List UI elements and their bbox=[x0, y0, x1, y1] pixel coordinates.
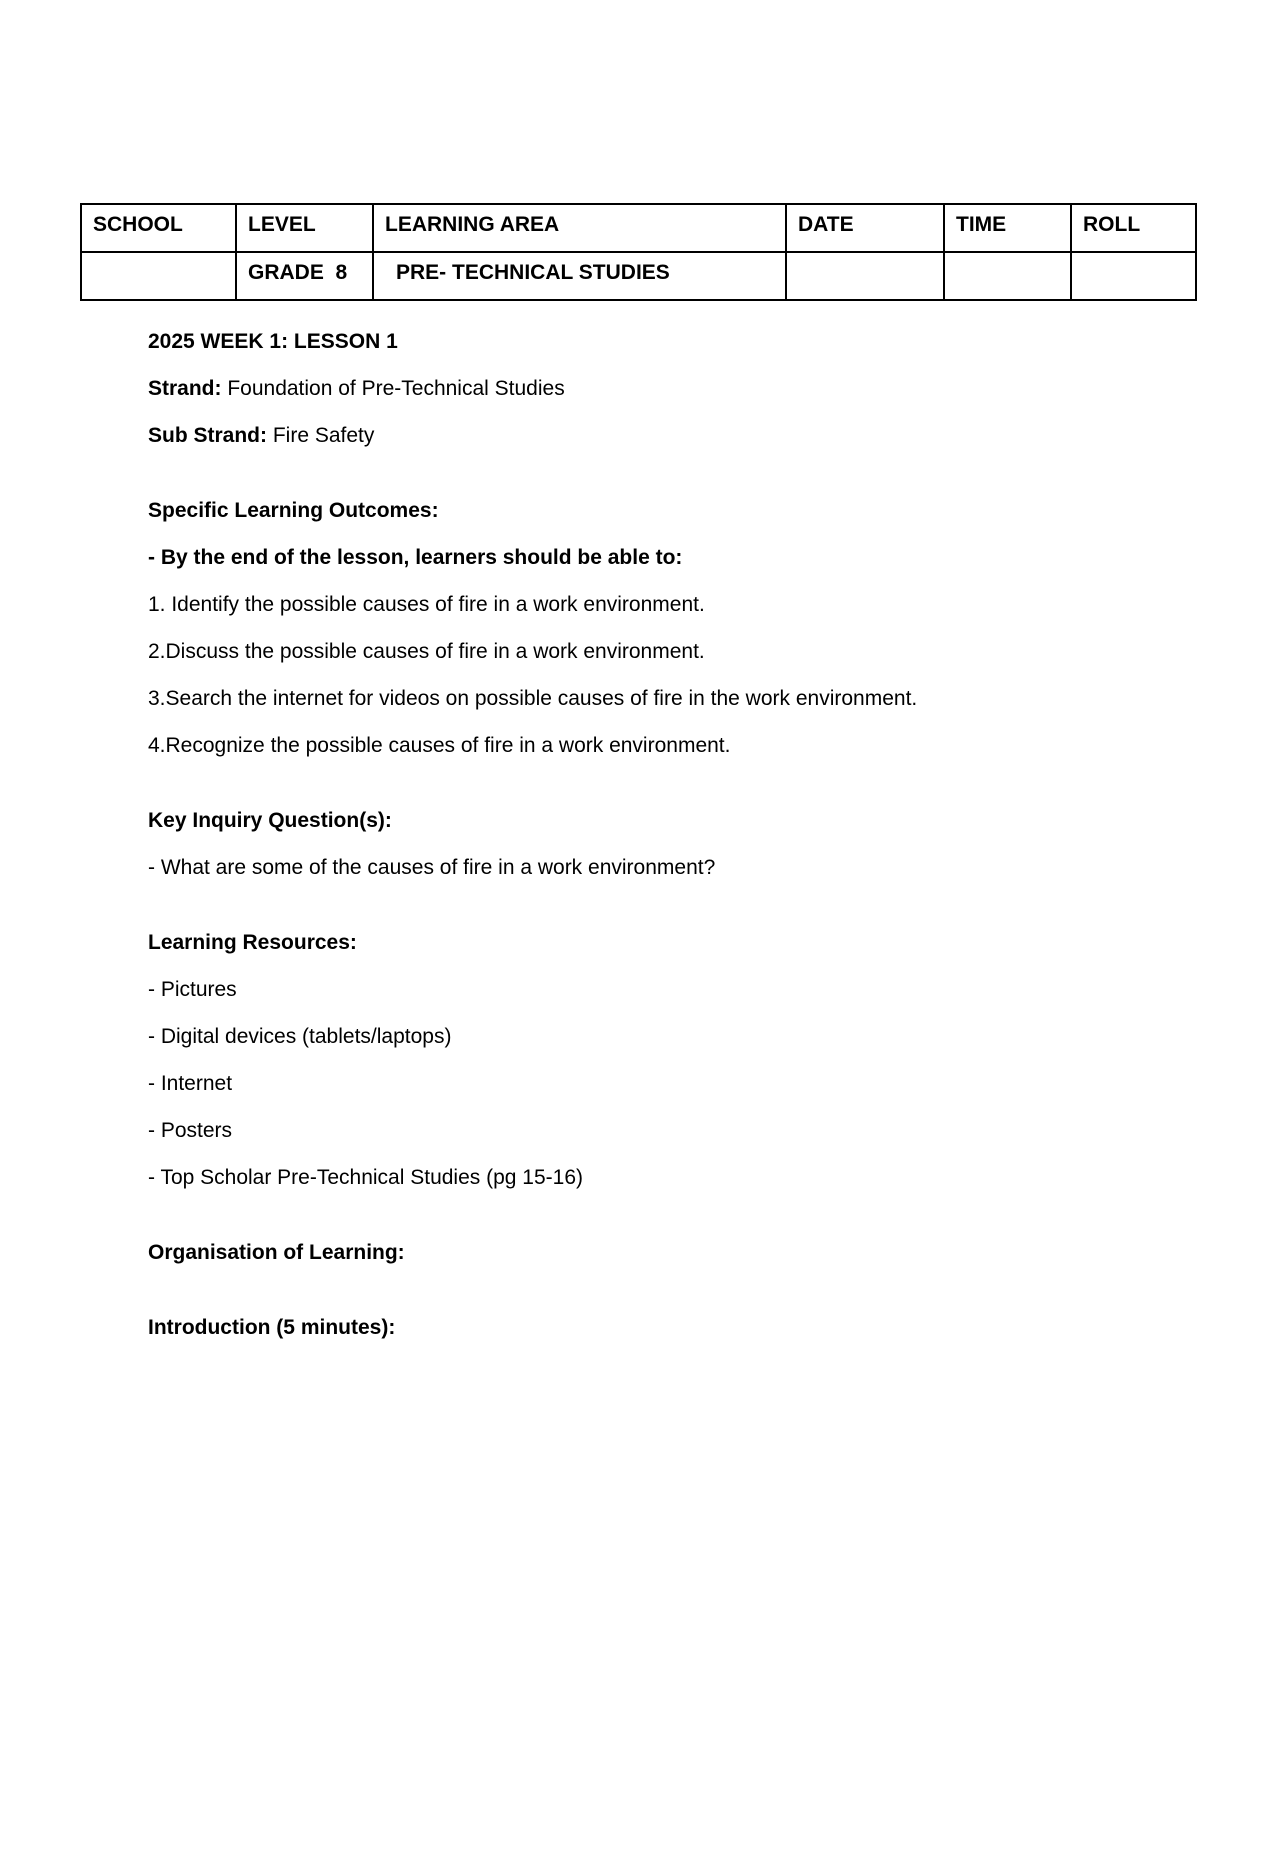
table-header-level: LEVEL bbox=[236, 204, 373, 252]
table-header-learning-area: LEARNING AREA bbox=[373, 204, 786, 252]
document-page bbox=[0, 203, 1275, 1853]
table-value-row bbox=[81, 252, 1196, 300]
resource-item-2: - Digital devices (tablets/laptops) bbox=[148, 1025, 452, 1048]
strand-label: Strand: bbox=[148, 377, 222, 400]
table-header-row bbox=[81, 204, 1196, 252]
lesson-info-table bbox=[80, 203, 1197, 301]
key-inquiry-question: - What are some of the causes of fire in a work environment? bbox=[148, 856, 716, 879]
sub-strand-value: Fire Safety bbox=[267, 424, 375, 447]
sub-strand-line bbox=[148, 422, 1215, 450]
resource-item-5: - Top Scholar Pre-Technical Studies (pg 15-16) bbox=[148, 1166, 584, 1189]
sub-strand-label: Sub Strand: bbox=[148, 424, 267, 447]
table-header-school: SCHOOL bbox=[81, 204, 236, 252]
strand-line bbox=[148, 375, 1215, 403]
outcomes-heading: Specific Learning Outcomes: bbox=[148, 499, 439, 522]
outcome-item-4: 4.Recognize the possible causes of fire in a work environment. bbox=[148, 734, 731, 757]
outcome-item-3: 3.Search the internet for videos on possible causes of fire in the work environment. bbox=[148, 687, 918, 710]
table-header-date: DATE bbox=[786, 204, 944, 252]
resource-item-4: - Posters bbox=[148, 1119, 233, 1142]
key-inquiry-heading: Key Inquiry Question(s): bbox=[148, 809, 392, 832]
table-cell-school-value bbox=[81, 252, 236, 300]
organisation-heading: Organisation of Learning: bbox=[148, 1241, 405, 1264]
table-cell-learning-area-value: PRE- TECHNICAL STUDIES bbox=[373, 252, 786, 300]
document-body bbox=[148, 328, 1215, 1342]
table-cell-date-value bbox=[786, 252, 944, 300]
table-header-roll: ROLL bbox=[1071, 204, 1196, 252]
table-cell-roll-value bbox=[1071, 252, 1196, 300]
lesson-title: 2025 WEEK 1: LESSON 1 bbox=[148, 330, 398, 353]
outcome-item-2: 2.Discuss the possible causes of fire in a work environment. bbox=[148, 640, 705, 663]
resource-item-3: - Internet bbox=[148, 1072, 233, 1095]
outcome-item-1: 1. Identify the possible causes of fire in a work environment. bbox=[148, 593, 705, 616]
outcomes-intro: - By the end of the lesson, learners should be able to: bbox=[148, 546, 683, 569]
table-cell-level-value: GRADE 8 bbox=[236, 252, 373, 300]
introduction-heading: Introduction (5 minutes): bbox=[148, 1316, 396, 1339]
resources-heading: Learning Resources: bbox=[148, 931, 357, 954]
resource-item-1: - Pictures bbox=[148, 978, 237, 1001]
strand-value: Foundation of Pre-Technical Studies bbox=[221, 377, 565, 400]
table-cell-time-value bbox=[944, 252, 1071, 300]
table-header-time: TIME bbox=[944, 204, 1071, 252]
